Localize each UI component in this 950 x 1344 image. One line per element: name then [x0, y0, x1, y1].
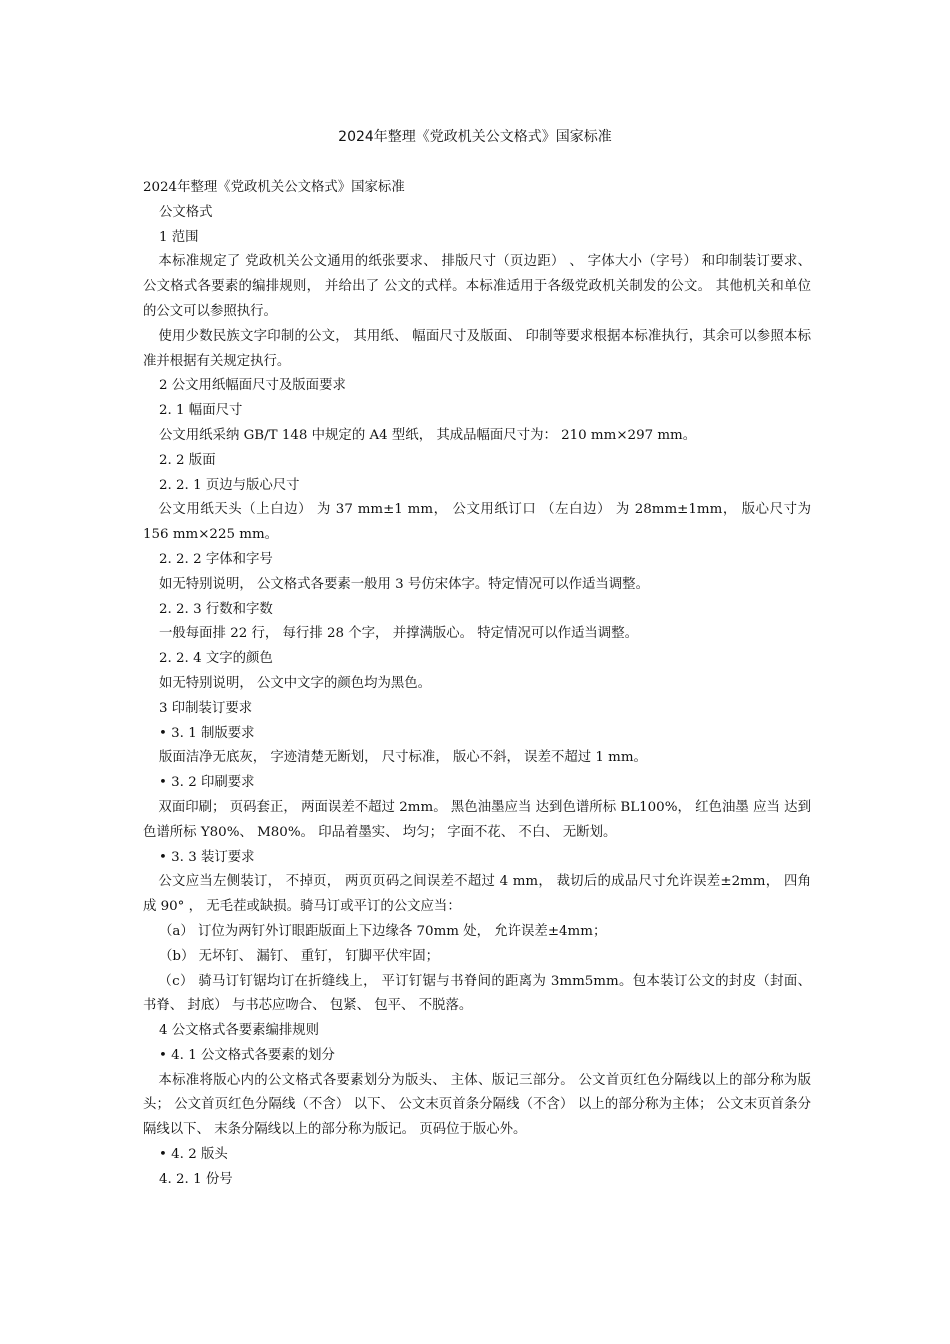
bulleted-text: 4. 2 版头: [171, 1147, 228, 1163]
body-paragraph: 公文用纸天头（上白边） 为 37 mm±1 mm， 公文用纸订口 （左白边） 为 28mm±1mm， 版心尺寸为 156 mm×225 mm。: [143, 502, 811, 543]
document-body: [143, 176, 811, 1193]
body-paragraph: （c） 骑马订钉锯均订在折缝线上， 平订钉锯与书脊间的距离为 3mm5mm。包本装订公文的封皮（封面、 书脊、 封底） 与书芯应吻合、 包紧、 包平、 不脱落。: [143, 973, 811, 1014]
body-line: 2. 2. 2 字体和字号: [159, 551, 273, 567]
bullet-icon: [159, 726, 171, 741]
body-paragraph: 本标准将版心内的公文格式各要素划分为版头、 主体、版记三部分。 公文首页红色分隔线以上的部分称为版头； 公文首页红色分隔线（不含） 以下、 公文末页首条分隔线（不含） 以上的部分称为主体； 公文末页首条分隔线以下、 末条分隔线以上的部分称为版记。 页码位于版心外。: [143, 1072, 811, 1138]
body-paragraph: 公文应当左侧装订， 不掉页， 两页页码之间误差不超过 4 mm， 裁切后的成品尺寸允许误差±2mm， 四角成 90° ， 无毛茬或缺损。骑马订或平订的公文应当：: [143, 874, 811, 915]
body-paragraph: 使用少数民族文字印制的公文， 其用纸、 幅面尺寸及版面、 印制等要求根据本标准执行，其余可以参照本标准并根据有关规定执行。: [143, 328, 811, 369]
body-line: 4 公文格式各要素编排规则: [159, 1023, 320, 1039]
bullet-icon: [159, 1147, 171, 1162]
body-line: 3 印制装订要求: [159, 700, 253, 716]
bulleted-text: 3. 3 装订要求: [171, 849, 255, 865]
section-heading-bulleted: [143, 1044, 811, 1069]
bulleted-text: 3. 1 制版要求: [171, 725, 255, 741]
section-heading-bulleted: [143, 846, 811, 871]
body-line: 公文格式: [159, 204, 213, 220]
body-line: 2 公文用纸幅面尺寸及版面要求: [159, 378, 346, 394]
section-heading-bulleted: [143, 722, 811, 747]
section-heading-bulleted: [143, 1143, 811, 1168]
body-line: 2. 1 幅面尺寸: [159, 403, 243, 419]
bulleted-text: 4. 1 公文格式各要素的划分: [171, 1047, 335, 1063]
body-line: （b） 无坏钉、 漏钉、 重钉， 钉脚平伏牢固；: [159, 948, 440, 964]
section-heading-bulleted: [143, 771, 811, 796]
body-line: 公文用纸采纳 GB/T 148 中规定的 A4 型纸， 其成品幅面尺寸为： 210 mm×297 mm。: [159, 427, 697, 443]
body-line: 2024年整理《党政机关公文格式》国家标准: [143, 180, 405, 195]
document-title: 2024年整理《党政机关公文格式》国家标准: [338, 129, 612, 145]
body-line: 版面洁净无底灰， 字迹清楚无断划， 尺寸标准， 版心不斜， 误差不超过 1 mm。: [159, 750, 647, 766]
bulleted-text: 3. 2 印刷要求: [171, 775, 255, 791]
body-line: 如无特别说明， 公文中文字的颜色均为黑色。: [159, 675, 432, 691]
body-line: （a） 订位为两钉外订眼距版面上下边缘各 70mm 处， 允许误差±4mm；: [159, 923, 607, 939]
body-paragraph: 双面印刷； 页码套正， 两面误差不超过 2mm。 黑色油墨应当 达到色谱所标 BL100%， 红色油墨 应当 达到色谱所标 Y80%、 M80%。 印品着墨实、 均匀； 字面不花、 不白、 无断划。: [143, 799, 811, 840]
body-line: 1 范围: [159, 229, 199, 245]
body-paragraph: 本标准规定了 党政机关公文通用的纸张要求、 排版尺寸（页边距） 、 字体大小（字号） 和印制装订要求、 公文格式各要素的编排规则， 并给出了 公文的式样。本标准适用于各级党政机关制发的公文。 其他机关和单位的公文可以参照执行。: [143, 254, 811, 319]
body-line: 2. 2. 3 行数和字数: [159, 601, 273, 617]
bullet-icon: [159, 1048, 171, 1063]
body-line: 4. 2. 1 份号: [159, 1171, 233, 1187]
body-line: 2. 2. 4 文字的颜色: [159, 651, 273, 667]
body-line: 一般每面排 22 行， 每行排 28 个字， 并撑满版心。 特定情况可以作适当调整。: [159, 626, 638, 642]
body-line: 2. 2 版面: [159, 452, 216, 468]
bullet-icon: [159, 775, 171, 790]
bullet-icon: [159, 850, 171, 865]
body-line: 如无特别说明， 公文格式各要素一般用 3 号仿宋体字。特定情况可以作适当调整。: [159, 576, 649, 592]
body-line: 2. 2. 1 页边与版心尺寸: [159, 477, 300, 493]
